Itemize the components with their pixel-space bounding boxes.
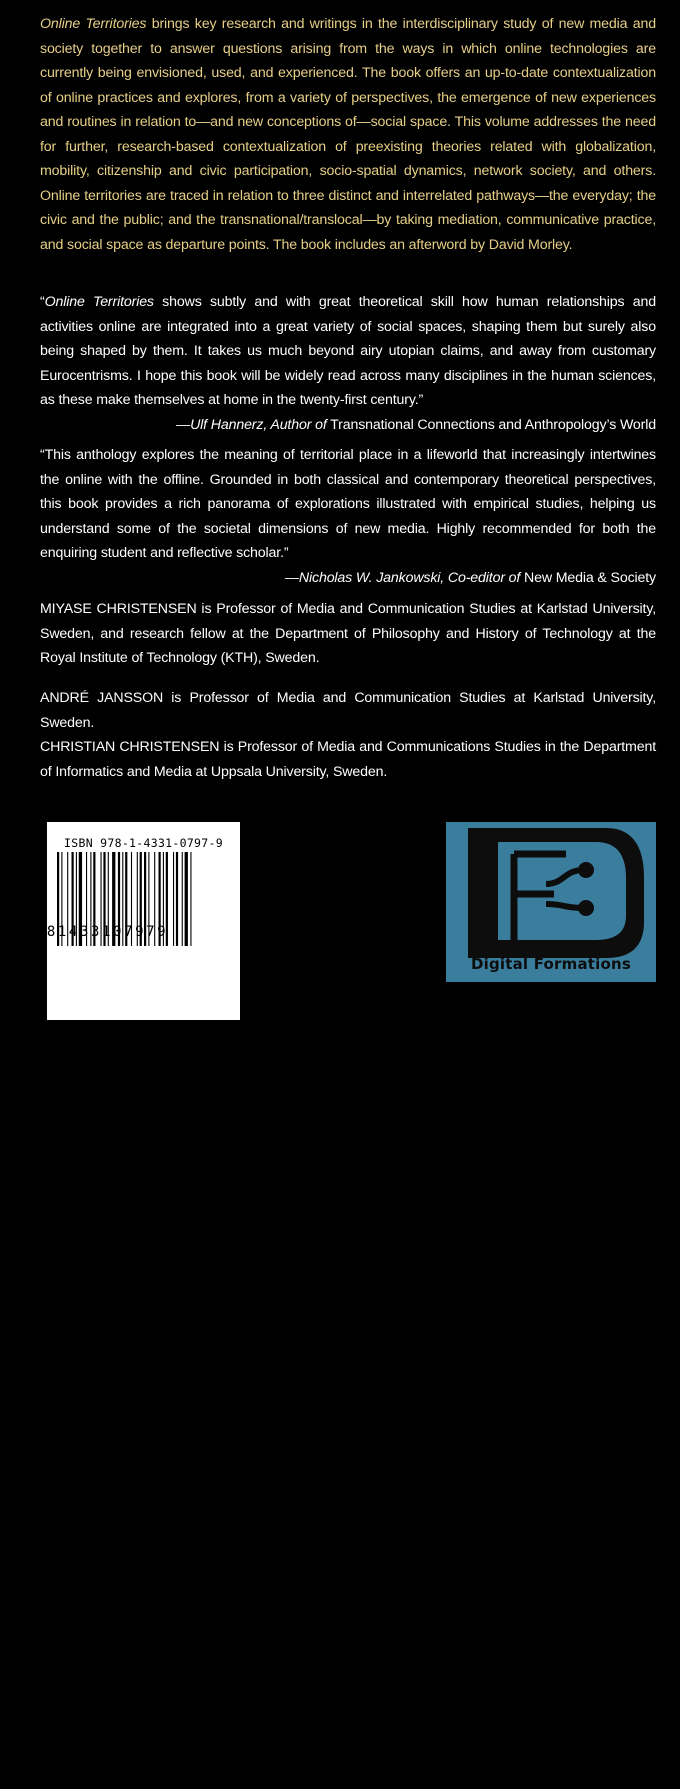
quote-1-body: shows subtly and with great theoretical skill how human relationships and activities online are integrated into a great variety of social spaces, shaping them but surely also being shaped by them. It takes us much beyond airy utopian claims, and away from customary Eurocentrisms. I hope this book will be widely read across many disciplines in the human sciences, as these make themselves at home in the twenty-first century.” bbox=[40, 294, 656, 408]
endorsement-quote-1 bbox=[40, 290, 656, 437]
description-body: brings key research and writings in the interdisciplinary study of new media and society together to answer questions arising from the ways in which online technologies are currently being envisioned, used, and experienced. The book offers an up-to-date contextualization of online practices and explores, from a variety of perspectives, the emergence of new experiences and routines in relation to—and new conceptions of—social space. This volume addresses the need for further, research-based contextualization of preexisting theories related with globalization, mobility, citizenship and civic participation, socio-spatial dynamics, network society, and others. Online territories are traced in relation to three distinct and interrelated pathways—the everyday; the civic and the public; and the transnational/translocal—by taking mediation, communicative practice, and social space as departure points. The book includes an afterword by David Morley. bbox=[40, 16, 656, 253]
quote-1-attribution bbox=[40, 413, 656, 438]
quote-2-text: “This anthology explores the meaning of territorial place in a lifeworld that increasingly intertwines the online with the offline. Grounded in both classical and contemporary theoretical perspectives, this book provides a rich panorama of explorations illustrated with empirical studies, helping us understand some of the societal dimensions of new media. Highly recommended for both the enquiring student and reflective scholar.” bbox=[40, 447, 656, 561]
editor-bio-2: ANDRÉ JANSSON is Professor of Media and Communication Studies at Karlstad University, Sweden. bbox=[40, 690, 656, 731]
description-title: Online Territories bbox=[40, 16, 147, 32]
quote-1-text bbox=[40, 290, 656, 413]
ean-digits: 9781433107979 bbox=[24, 924, 169, 940]
digital-formations-logo bbox=[446, 822, 656, 982]
series-name: Digital Formations bbox=[470, 955, 632, 973]
quote-2-work: New Media & Society bbox=[520, 569, 656, 586]
editor-bio-1: MIYASE CHRISTENSEN is Professor of Media and Communication Studies at Karlstad University, Sweden, and research fellow at the Department of Philosophy and History of Technology at the Royal Institute of Technology (KTH), Sweden. bbox=[40, 601, 656, 666]
isbn-barcode bbox=[47, 822, 240, 1789]
quote-1-title: Online Territories bbox=[44, 294, 154, 310]
quote-1-work: Transnational Connections and Anthropology’s World bbox=[326, 416, 656, 433]
publisher-url[interactable]: www.peterlang.com bbox=[76, 1775, 211, 1789]
book-description bbox=[40, 12, 656, 257]
quote-1-open-mark: “ bbox=[40, 294, 45, 310]
editor-bio-3: CHRISTIAN CHRISTENSEN is Professor of Media and Communications Studies in the Department of Informatics and Media at Uppsala University, Sweden. bbox=[40, 739, 656, 780]
endorsement-quote-2 bbox=[40, 443, 656, 590]
isbn-number: ISBN 978-1-4331-0797-9 bbox=[64, 836, 223, 850]
quote-2-author: —Nicholas W. Jankowski, Co-editor of bbox=[284, 569, 521, 586]
quote-2-attribution bbox=[40, 566, 656, 591]
barcode-bar bbox=[190, 852, 191, 946]
quote-1-author: —Ulf Hannerz, Author of bbox=[176, 416, 327, 433]
